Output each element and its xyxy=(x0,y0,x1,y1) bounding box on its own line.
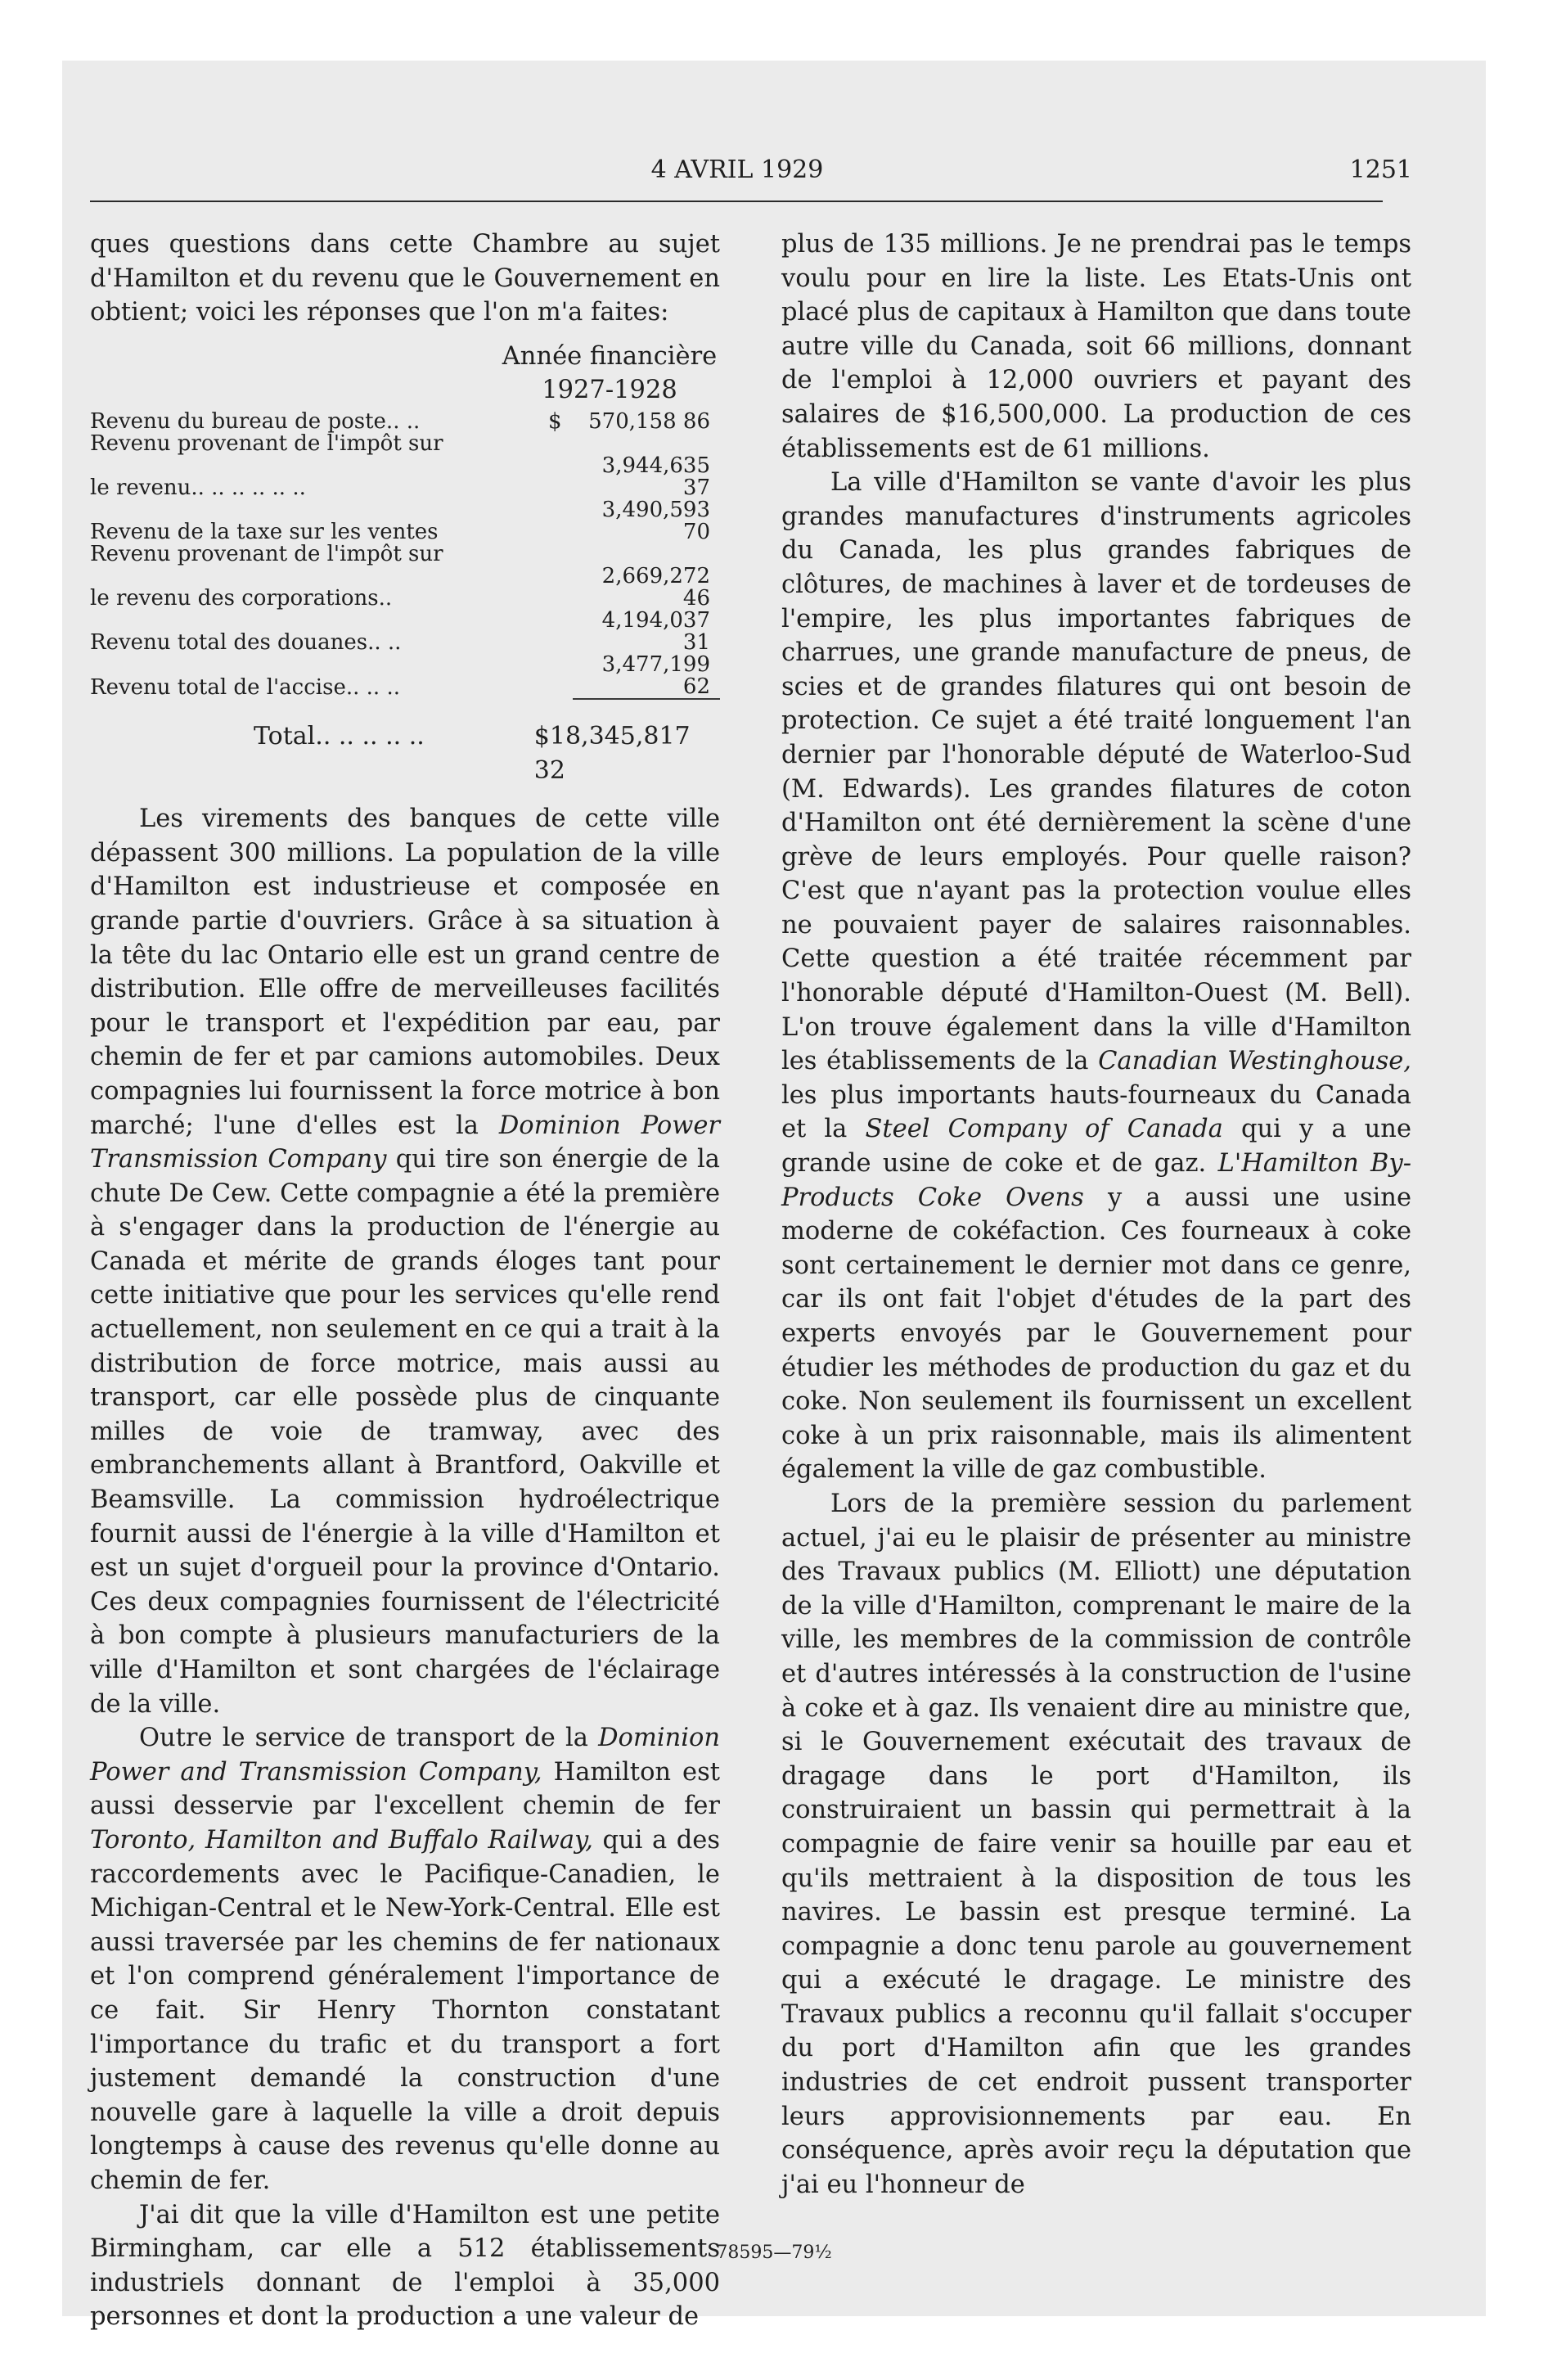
right-paragraph-capital: plus de 135 millions. Je ne prendrai pas le temps voulu pour en lire la liste. Les Etats-Unis ont placé plus de capitaux à Hamilton que dans toute autre ville du Canada, soit 66 millions, donnant de l'emploi à 12,000 ouvriers et payant des salaires de $16,500,000. La production de ces établissements est de 61 millions. xyxy=(781,230,1411,463)
company-name-italic: Dominion Power and Transmission Company, xyxy=(90,1724,720,1787)
table-row-label: Revenu du bureau de poste.. .. xyxy=(90,408,421,434)
table-row-currency xyxy=(548,543,573,566)
table-row-currency xyxy=(548,433,573,455)
table-row-amount: 570,158 86 xyxy=(588,408,710,434)
left-column xyxy=(90,228,720,2334)
table-row-label: Revenu total de l'accise.. .. .. xyxy=(90,674,400,700)
table-row-label: le revenu.. .. .. .. .. .. xyxy=(90,475,306,500)
table-row xyxy=(90,455,720,499)
table-row-currency xyxy=(548,610,573,654)
footer-code: 78595—79½ xyxy=(716,2243,832,2263)
table-heading-line-1: Année financière xyxy=(502,341,718,371)
table-row xyxy=(90,411,720,433)
text-run: qui a des raccordements avec le Pacifique-Canadien, le Michigan-Central et le New-York-Central. Elle est aussi traversée par les chemins de fer nationaux et l'on comprend généralement l'importance de ce fait. Sir Henry Thornton constatant l'importance du trafic et du transport a fort justement demandé la construction d'une nouvelle gare à laquelle la ville a droit depuis longtemps à cause des revenus qu'elle donne au chemin de fer. xyxy=(90,1825,720,2195)
table-row-currency: $ xyxy=(548,408,562,434)
left-intro-paragraph: ques questions dans cette Chambre au sujet d'Hamilton et du revenu que le Gouvernement en obtient; voici les réponses que l'on m'a faites: xyxy=(90,230,720,327)
header-rule xyxy=(90,201,1383,202)
table-row-amount: 3,944,635 37 xyxy=(601,453,710,500)
table-heading-line-2: 1927-1928 xyxy=(542,376,677,405)
table-row-amount: 3,477,199 62 xyxy=(573,654,720,699)
table-row-amount xyxy=(573,433,720,455)
text-run: y a aussi une usine moderne de cokéfaction. Ces fourneaux à coke sont certainement le dernier mot dans ce genre, car ils ont fait l'objet d'études de la part des experts envoyés par le Gouvernement pour étudier les méthodes de production du gaz et du coke. Non seulement ils fournissent un excellent coke à un prix raisonnable, mais ils alimentent également la ville de gaz combustible. xyxy=(781,1183,1411,1485)
text-run: La ville d'Hamilton se vante d'avoir les plus grandes manufactures d'instruments agricoles du Canada, les plus grandes fabriques de clôtures, de machines à laver et de tordeuses de l'empire, les plus importantes fabriques de charrues, une grande manufacture de pneus, de scies et de grandes filatures qui ont besoin de protection. Ce sujet a été traité longuement l'an dernier par l'honorable député de Waterloo-Sud (M. Edwards). Les grandes filatures de coton d'Hamilton ont été dernièrement la scène d'une grève de leurs employés. Pour quelle raison? C'est que n'ayant pas la protection voulue elles ne pouvaient payer de salaires raisonnables. Cette question a été traitée récemment par l'honorable député d'Hamilton-Ouest (M. Bell). L'on trouve également dans la ville d'Hamilton les établissements de la xyxy=(781,468,1411,1076)
page-header xyxy=(62,156,1412,188)
table-row-label: Revenu provenant de l'impôt sur xyxy=(90,430,443,456)
table-row-label: le revenu des corporations.. xyxy=(90,585,393,611)
text-run: Hamilton est aussi desservie par l'excellent chemin de fer xyxy=(90,1757,720,1821)
left-paragraph-banks xyxy=(90,802,720,1721)
header-date: 4 AVRIL 1929 xyxy=(650,156,824,184)
table-row-currency xyxy=(548,455,573,499)
company-name-italic: L'Hamilton By-Products Coke Ovens xyxy=(781,1149,1412,1212)
table-row-amount: 3,490,593 70 xyxy=(601,497,710,544)
table-row-label: Revenu provenant de l'impôt sur xyxy=(90,541,443,566)
text-run: qui tire son énergie de la chute De Cew. Cette compagnie a été la première à s'engager dans la production de l'énergie au Canada et mérite de grands éloges tant pour cette initiative que pour les services qu'elle rend actuellement, non seulement en ce qui a trait à la distribution de force motrice, mais aussi au transport, car elle possède plus de cinquante milles de voie de tramway, avec des embranchements allant à Brantford, Oakville et Beamsville. La commission hydroélectrique fournit aussi de l'énergie à la ville d'Hamilton et est un sujet d'orgueil pour la province d'Ontario. Ces deux compagnies fournissent de l'électricité à bon compte à plusieurs manufacturiers de la ville d'Hamilton et sont chargées de l'éclairage de la ville. xyxy=(90,1145,720,1719)
revenue-total-row xyxy=(90,719,720,787)
header-page-number: 1251 xyxy=(1349,156,1412,184)
total-value: $18,345,817 32 xyxy=(533,721,691,785)
railway-name-italic: Toronto, Hamilton and Buffalo Railway, xyxy=(90,1825,593,1855)
table-row-currency xyxy=(548,499,573,543)
table-row xyxy=(90,433,720,455)
table-row xyxy=(90,543,720,566)
table-row xyxy=(90,610,720,654)
company-name-italic: Dominion Power Transmission Company xyxy=(90,1111,720,1174)
table-row xyxy=(90,654,720,699)
table-row-amount: 4,194,037 31 xyxy=(601,607,710,655)
table-row-label: Revenu de la taxe sur les ventes xyxy=(90,519,439,544)
revenue-table xyxy=(90,408,720,700)
left-paragraph-birmingham: J'ai dit que la ville d'Hamilton est une petite Birmingham, car elle a 512 établissements industriels donnant de l'emploi à 35,000 personnes et dont la production a une valeur de xyxy=(90,2200,720,2332)
table-row-amount: 2,669,272 46 xyxy=(601,563,710,611)
table-row xyxy=(90,499,720,543)
table-row-currency xyxy=(548,566,573,610)
table-row-label: Revenu total des douanes.. .. xyxy=(90,629,402,655)
text-run: Les virements des banques de cette ville dépassent 300 millions. La population de la ville d'Hamilton est industrieuse et composée en grande partie d'ouvriers. Grâce à sa situation à la tête du lac Ontario elle est un grand centre de distribution. Elle offre de merveilleuses facilités pour le transport et l'expédition par eau, par chemin de fer et par camions automobiles. Deux compagnies lui fournissent la force motrice à bon marché; l'une d'elles est la xyxy=(90,805,720,1140)
text-run: les plus importants hauts-fourneaux du Canada et la xyxy=(781,1080,1411,1144)
revenue-table-heading xyxy=(90,340,720,408)
table-row-amount xyxy=(573,543,720,566)
right-column xyxy=(781,228,1411,2202)
right-paragraph-industries xyxy=(781,466,1411,1487)
company-name-italic: Steel Company of Canada xyxy=(865,1115,1223,1144)
left-paragraph-transport xyxy=(90,1721,720,2197)
text-run: qui y a une grande usine de coke et de gaz. xyxy=(781,1115,1412,1179)
right-paragraph-deputation: Lors de la première session du parlement actuel, j'ai eu le plaisir de présenter au ministre des Travaux publics (M. Elliott) une députation de la ville d'Hamilton, comprenant le maire de la ville, les membres de la commission de contrôle et d'autres intéressés à la construction de l'usine à coke et à gaz. Ils venaient dire au ministre que, si le Gouvernement exécutait des travaux de dragage dans le port d'Hamilton, ils construiraient un bassin qui permettrait à la compagnie de faire venir sa houille par eau et qu'ils mettraient à la disposition de tous les navires. Le bassin est presque terminé. La compagnie a donc tenu parole au gouvernement qui a exécuté le dragage. Le ministre des Travaux publics a reconnu qu'il fallait s'occuper du port d'Hamilton afin que les grandes industries de cet endroit pussent transporter leurs approvisionnements par eau. En conséquence, après avoir reçu la députation que j'ai eu l'honneur de xyxy=(781,1489,1411,2199)
text-run: Outre le service de transport de la xyxy=(139,1724,588,1753)
company-name-italic: Canadian Westinghouse, xyxy=(1098,1047,1411,1076)
table-row-currency xyxy=(548,654,573,699)
total-label: Total.. .. .. .. .. xyxy=(254,721,425,751)
table-row xyxy=(90,566,720,610)
